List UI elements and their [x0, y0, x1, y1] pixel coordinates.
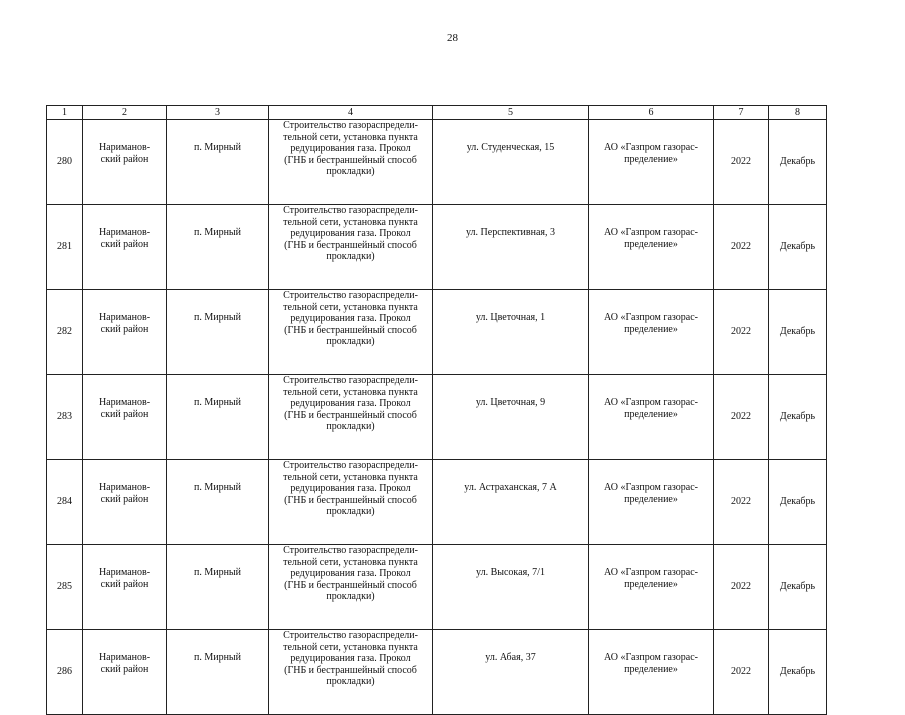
- table-row: [47, 375, 827, 460]
- work-description-cell: [269, 375, 433, 460]
- organization-cell: [589, 290, 714, 375]
- settlement-cell-text: п. Мирный: [193, 312, 242, 323]
- district-cell-text: Нариманов- ский район: [98, 482, 151, 505]
- organization-cell: [589, 545, 714, 630]
- address-cell-text: ул. Высокая, 7/1: [476, 567, 545, 578]
- year-cell: [714, 290, 769, 375]
- work-schedule-table: [46, 105, 827, 715]
- column-header: 4: [269, 106, 433, 120]
- month-cell-text: Декабрь: [779, 581, 816, 592]
- settlement-cell-text: п. Мирный: [193, 227, 242, 238]
- year-cell: [714, 120, 769, 205]
- organization-cell-text: АО «Газпром газорас- пределение»: [604, 482, 698, 505]
- organization-cell-text: АО «Газпром газорас- пределение»: [604, 142, 698, 165]
- year-cell-text: 2022: [731, 326, 751, 337]
- year-cell: [714, 460, 769, 545]
- row-number-text: 285: [57, 581, 72, 592]
- row-number: [47, 545, 83, 630]
- address-cell: [433, 290, 589, 375]
- column-header: 3: [167, 106, 269, 120]
- work-description-cell: [269, 120, 433, 205]
- table-row: [47, 545, 827, 630]
- row-number-text: 281: [57, 241, 72, 252]
- organization-cell-text: АО «Газпром газорас- пределение»: [604, 312, 698, 335]
- address-cell-text: ул. Абая, 37: [485, 652, 536, 663]
- work-description-cell-text: Строительство газораспредели- тельной сети, установка пункта редуцирования газа. Прокол (ГНБ и бестраншейный способ прокладки): [283, 460, 418, 518]
- work-description-cell-text: Строительство газораспредели- тельной сети, установка пункта редуцирования газа. Прокол (ГНБ и бестраншейный способ прокладки): [283, 375, 418, 433]
- row-number: [47, 460, 83, 545]
- district-cell: [83, 545, 167, 630]
- work-description-cell: [269, 630, 433, 715]
- year-cell-text: 2022: [731, 156, 751, 167]
- row-number: [47, 120, 83, 205]
- column-header: 5: [433, 106, 589, 120]
- month-cell-text: Декабрь: [779, 496, 816, 507]
- organization-cell: [589, 205, 714, 290]
- settlement-cell: [167, 630, 269, 715]
- settlement-cell: [167, 545, 269, 630]
- row-number-text: 284: [57, 496, 72, 507]
- table-row: [47, 290, 827, 375]
- year-cell-text: 2022: [731, 411, 751, 422]
- settlement-cell: [167, 205, 269, 290]
- settlement-cell-text: п. Мирный: [193, 482, 242, 493]
- row-number: [47, 375, 83, 460]
- month-cell-text: Декабрь: [779, 241, 816, 252]
- column-header: 1: [47, 106, 83, 120]
- column-header: 8: [769, 106, 827, 120]
- table-row: [47, 205, 827, 290]
- work-description-cell-text: Строительство газораспредели- тельной сети, установка пункта редуцирования газа. Прокол (ГНБ и бестраншейный способ прокладки): [283, 120, 418, 178]
- settlement-cell: [167, 460, 269, 545]
- district-cell-text: Нариманов- ский район: [98, 652, 151, 675]
- month-cell: [769, 630, 827, 715]
- organization-cell: [589, 460, 714, 545]
- address-cell-text: ул. Студенческая, 15: [466, 142, 555, 153]
- settlement-cell-text: п. Мирный: [193, 142, 242, 153]
- row-number: [47, 630, 83, 715]
- column-header: 6: [589, 106, 714, 120]
- address-cell: [433, 120, 589, 205]
- table-row: [47, 630, 827, 715]
- organization-cell: [589, 630, 714, 715]
- address-cell-text: ул. Астраханская, 7 А: [464, 482, 557, 493]
- month-cell-text: Декабрь: [779, 411, 816, 422]
- district-cell-text: Нариманов- ский район: [98, 397, 151, 420]
- year-cell: [714, 205, 769, 290]
- table-row: [47, 460, 827, 545]
- district-cell: [83, 290, 167, 375]
- row-number: [47, 205, 83, 290]
- header-row: [47, 106, 827, 120]
- organization-cell-text: АО «Газпром газорас- пределение»: [604, 567, 698, 590]
- settlement-cell-text: п. Мирный: [193, 397, 242, 408]
- district-cell-text: Нариманов- ский район: [98, 227, 151, 250]
- district-cell-text: Нариманов- ский район: [98, 142, 151, 165]
- settlement-cell: [167, 120, 269, 205]
- row-number-text: 282: [57, 326, 72, 337]
- month-cell: [769, 120, 827, 205]
- organization-cell-text: АО «Газпром газорас- пределение»: [604, 397, 698, 420]
- work-description-cell-text: Строительство газораспредели- тельной сети, установка пункта редуцирования газа. Прокол (ГНБ и бестраншейный способ прокладки): [283, 290, 418, 348]
- work-description-cell-text: Строительство газораспредели- тельной сети, установка пункта редуцирования газа. Прокол (ГНБ и бестраншейный способ прокладки): [283, 545, 418, 603]
- month-cell-text: Декабрь: [779, 156, 816, 167]
- address-cell: [433, 375, 589, 460]
- organization-cell: [589, 375, 714, 460]
- year-cell: [714, 630, 769, 715]
- table-row: [47, 120, 827, 205]
- address-cell: [433, 545, 589, 630]
- row-number: [47, 290, 83, 375]
- work-description-cell: [269, 290, 433, 375]
- address-cell: [433, 630, 589, 715]
- district-cell: [83, 120, 167, 205]
- address-cell-text: ул. Цветочная, 1: [475, 312, 546, 323]
- district-cell: [83, 460, 167, 545]
- work-description-cell-text: Строительство газораспредели- тельной сети, установка пункта редуцирования газа. Прокол (ГНБ и бестраншейный способ прокладки): [283, 205, 418, 263]
- year-cell: [714, 375, 769, 460]
- month-cell: [769, 375, 827, 460]
- row-number-text: 283: [57, 411, 72, 422]
- month-cell-text: Декабрь: [779, 666, 816, 677]
- column-header: 2: [83, 106, 167, 120]
- address-cell-text: ул. Перспективная, 3: [466, 227, 555, 238]
- address-cell: [433, 205, 589, 290]
- month-cell: [769, 205, 827, 290]
- organization-cell-text: АО «Газпром газорас- пределение»: [604, 227, 698, 250]
- month-cell: [769, 290, 827, 375]
- district-cell: [83, 375, 167, 460]
- year-cell: [714, 545, 769, 630]
- year-cell-text: 2022: [731, 241, 751, 252]
- district-cell-text: Нариманов- ский район: [98, 312, 151, 335]
- month-cell: [769, 545, 827, 630]
- settlement-cell-text: п. Мирный: [193, 652, 242, 663]
- organization-cell: [589, 120, 714, 205]
- settlement-cell-text: п. Мирный: [193, 567, 242, 578]
- work-description-cell: [269, 545, 433, 630]
- address-cell: [433, 460, 589, 545]
- month-cell-text: Декабрь: [779, 326, 816, 337]
- district-cell-text: Нариманов- ский район: [98, 567, 151, 590]
- year-cell-text: 2022: [731, 496, 751, 507]
- work-description-cell: [269, 205, 433, 290]
- month-cell: [769, 460, 827, 545]
- settlement-cell: [167, 290, 269, 375]
- column-header: 7: [714, 106, 769, 120]
- year-cell-text: 2022: [731, 581, 751, 592]
- work-description-cell-text: Строительство газораспредели- тельной сети, установка пункта редуцирования газа. Прокол (ГНБ и бестраншейный способ прокладки): [283, 630, 418, 688]
- settlement-cell: [167, 375, 269, 460]
- row-number-text: 280: [57, 156, 72, 167]
- district-cell: [83, 630, 167, 715]
- address-cell-text: ул. Цветочная, 9: [475, 397, 546, 408]
- organization-cell-text: АО «Газпром газорас- пределение»: [604, 652, 698, 675]
- row-number-text: 286: [57, 666, 72, 677]
- year-cell-text: 2022: [731, 666, 751, 677]
- work-description-cell: [269, 460, 433, 545]
- district-cell: [83, 205, 167, 290]
- page-number: 28: [447, 32, 458, 44]
